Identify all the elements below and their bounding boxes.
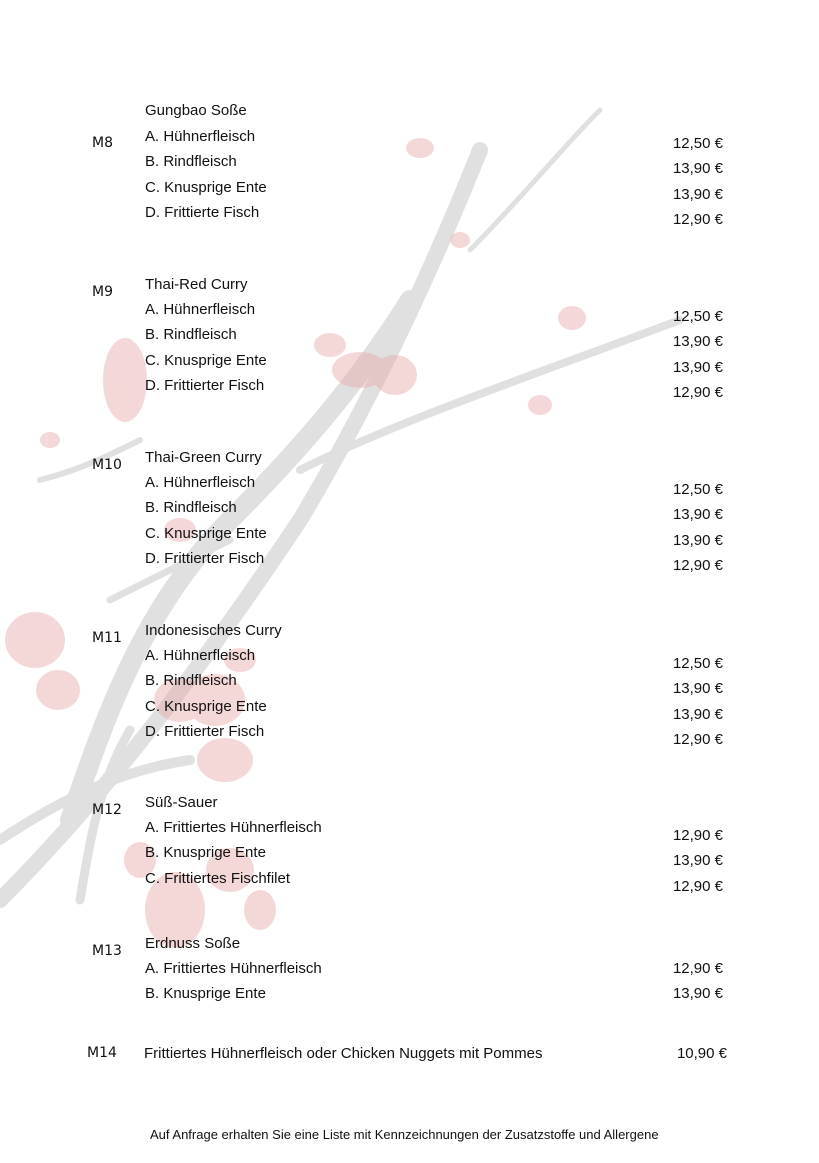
section-code-m12: M12 (92, 802, 122, 818)
menu-item-name: A. Hühnerfleisch (145, 301, 256, 318)
menu-item-name: B. Rindfleisch (145, 153, 237, 171)
menu-item-price: 12,90 € (672, 877, 723, 895)
section-code-m8: M8 (92, 135, 113, 151)
menu-item-price: 12,90 € (672, 960, 723, 977)
menu-item-name: B. Rindfleisch (145, 499, 237, 517)
section-title-m12: Süß-Sauer (145, 794, 218, 811)
menu-item-price: 12,50 € (672, 481, 723, 498)
menu-item-price: 13,90 € (672, 531, 723, 549)
menu-item-price: 13,90 € (672, 358, 723, 376)
allergen-footer-note: Auf Anfrage erhalten Sie eine Liste mit Kennzeichnungen der Zusatzstoffe und Allergene (150, 1127, 659, 1142)
menu-item-price: 13,90 € (672, 333, 723, 351)
menu-item-price: 12,50 € (672, 308, 723, 325)
menu-item-price: 12,90 € (672, 730, 723, 748)
menu-item-price: 12,50 € (672, 655, 723, 672)
menu-item-name: B. Knusprige Ente (145, 844, 266, 862)
section-code-m13: M13 (92, 943, 122, 959)
item-name-m14: Frittiertes Hühnerfleisch oder Chicken Nuggets mit Pommes (144, 1045, 543, 1062)
menu-item-price: 13,90 € (672, 680, 723, 698)
menu-item-name: D. Frittierter Fisch (145, 376, 265, 394)
menu-item-name: C. Knusprige Ente (145, 351, 267, 369)
menu-item-name: C. Frittiertes Fischfilet (145, 869, 291, 887)
menu-item-name: C. Knusprige Ente (145, 178, 267, 196)
item-price-m14: 10,90 € (676, 1045, 727, 1062)
menu-item-price: 12,90 € (672, 556, 723, 574)
menu-item-price: 13,90 € (672, 985, 723, 1003)
menu-item-price: 12,90 € (672, 383, 723, 401)
section-code-m11: M11 (92, 630, 122, 646)
menu-item-name: D. Frittierter Fisch (145, 722, 265, 740)
section-code-m10: M10 (92, 457, 122, 473)
menu-item-price: 12,90 € (672, 210, 723, 228)
section-title-m9: Thai-Red Curry (145, 276, 248, 293)
menu-item-name: D. Frittierte Fisch (145, 203, 260, 221)
menu-item-name: B. Rindfleisch (145, 326, 237, 344)
section-title-m10: Thai-Green Curry (145, 449, 262, 466)
menu-item-price: 13,90 € (672, 160, 723, 178)
menu-item-price: 12,90 € (672, 827, 723, 844)
menu-item-name: A. Hühnerfleisch (145, 128, 256, 145)
section-title-m11: Indonesisches Curry (145, 622, 282, 639)
menu-item-name: C. Knusprige Ente (145, 524, 267, 542)
section-title-m8: Gungbao Soße (145, 102, 247, 119)
menu-item-price: 13,90 € (672, 185, 723, 203)
menu-item-name: A. Frittiertes Hühnerfleisch (145, 960, 322, 977)
menu-item-price: 13,90 € (672, 852, 723, 870)
menu-item-name: A. Hühnerfleisch (145, 647, 256, 664)
menu-item-price: 13,90 € (672, 705, 723, 723)
menu-item-name: A. Frittiertes Hühnerfleisch (145, 819, 322, 836)
menu-item-name: B. Rindfleisch (145, 672, 237, 690)
menu-item-name: A. Hühnerfleisch (145, 474, 256, 491)
item-code-m14: M14 (87, 1045, 117, 1061)
section-code-m9: M9 (92, 284, 113, 300)
menu-item-price: 13,90 € (672, 506, 723, 524)
menu-item-name: D. Frittierter Fisch (145, 549, 265, 567)
menu-item-name: B. Knusprige Ente (145, 985, 266, 1003)
section-title-m13: Erdnuss Soße (145, 935, 241, 952)
menu-item-name: C. Knusprige Ente (145, 697, 267, 715)
menu-item-price: 12,50 € (672, 135, 723, 152)
